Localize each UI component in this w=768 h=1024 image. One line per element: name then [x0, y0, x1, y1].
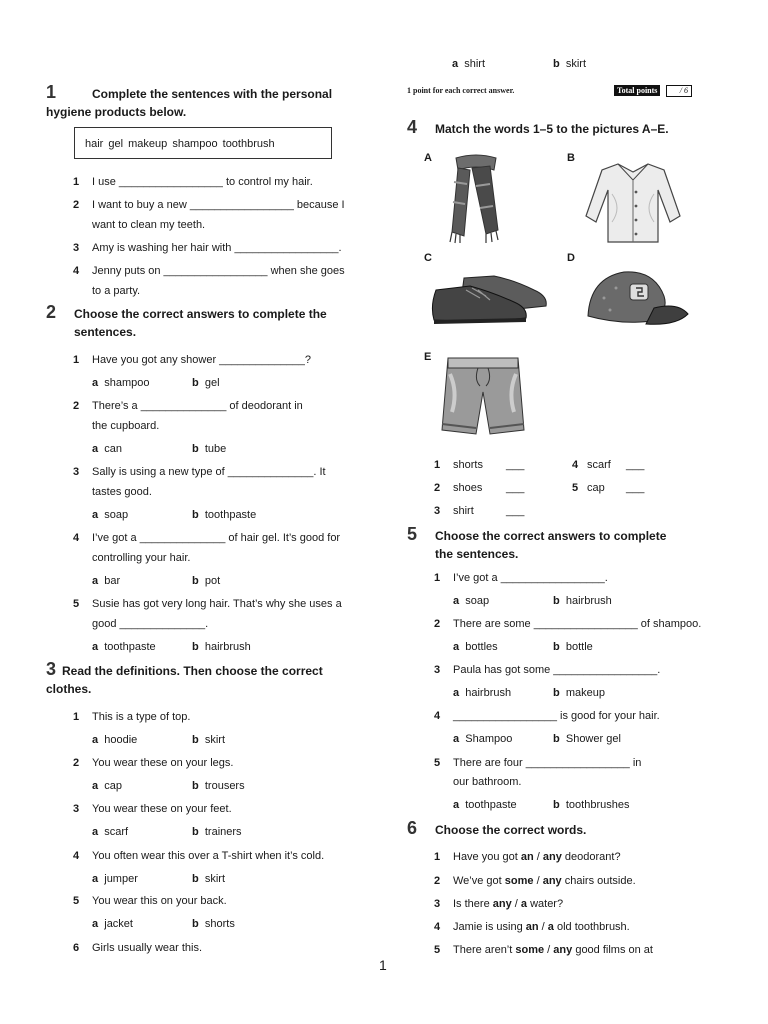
scarf-icon [442, 152, 510, 244]
option-text: pot [204, 575, 221, 587]
option-a: a shirt [452, 58, 486, 70]
section-number: 5 [407, 524, 418, 544]
item-number: 2 [434, 618, 441, 630]
option-text: jacket [104, 918, 133, 930]
option-a [92, 574, 120, 588]
option-letter: a [92, 443, 99, 455]
option-text: bottle [565, 641, 593, 653]
option-a [92, 733, 137, 747]
sentence-end: deodorant? [561, 851, 621, 863]
option-letter: a [453, 595, 460, 607]
item-text: controlling your hair. [92, 552, 191, 564]
option-text: toothpaste [104, 641, 156, 653]
option-text: toothbrushes [565, 799, 630, 811]
option-b: b skirt [553, 58, 587, 70]
option-text: shorts [204, 918, 235, 930]
option-b [192, 872, 225, 886]
item-number: 1 [434, 851, 441, 863]
option-letter: a [453, 641, 460, 653]
word-box [74, 127, 332, 159]
option-text: soap [465, 595, 490, 607]
sentence-start: Jamie is using [453, 921, 526, 933]
section-title: Choose the correct answers to complete [435, 529, 667, 543]
item-text: There are four _________________ in [453, 757, 642, 769]
choice-separator: / [533, 851, 543, 863]
item-text: want to clean my teeth. [92, 219, 206, 231]
option-text: scarf [104, 826, 129, 838]
option-text: hairbrush [565, 595, 612, 607]
item-text: I’ve got a ______________ of hair gel. It’s good for [92, 532, 341, 544]
cap-icon [584, 268, 690, 332]
section-number: 2 [46, 302, 57, 322]
item-text: the cupboard. [92, 420, 160, 432]
option-b [553, 594, 612, 608]
choice-word-1[interactable]: some [515, 944, 545, 956]
choice-separator: / [544, 944, 554, 956]
option-b [553, 640, 593, 654]
choice-word-1[interactable]: some [504, 875, 534, 887]
option-letter: b [192, 873, 199, 885]
section-number: 3 [46, 659, 57, 679]
option-b [192, 442, 226, 456]
option-letter: a [453, 733, 460, 745]
section-title: sentences. [74, 325, 137, 339]
option-letter: b [192, 377, 199, 389]
item-number: 1 [73, 176, 80, 188]
option-a [92, 779, 122, 793]
option-b [553, 686, 605, 700]
sentence-end: good films on at [572, 944, 653, 956]
option-a [92, 872, 138, 886]
option-letter: a [92, 509, 99, 521]
section-number: 1 [46, 82, 57, 102]
item-number: 2 [73, 199, 80, 211]
option-letter: b [192, 826, 199, 838]
item-text: _________________ is good for your hair. [453, 710, 660, 722]
item-text: Sally is using a new type of ______________. It [92, 466, 326, 478]
option-text: toothpaste [204, 509, 257, 521]
item-number: 4 [434, 921, 441, 933]
choice-word-2[interactable]: any [553, 944, 573, 956]
choice-sentence [453, 920, 630, 934]
option-letter: b [192, 575, 199, 587]
item-number: 1 [434, 572, 441, 584]
item-number: 5 [572, 482, 579, 494]
item-number: 3 [73, 242, 80, 254]
shirt-icon [582, 158, 684, 244]
item-number: 3 [434, 505, 441, 517]
item-text: Amy is washing her hair with _________________. [92, 242, 342, 254]
total-points-badge: Total points [614, 85, 660, 96]
picture-label: A [424, 152, 432, 164]
item-text: shoes [453, 482, 483, 494]
option-b [192, 917, 235, 931]
sentence-start: Have you got [453, 851, 521, 863]
item-number: 3 [73, 803, 80, 815]
choice-sentence [453, 943, 653, 957]
item-number: 2 [73, 400, 80, 412]
answer-blank: ___ [506, 505, 525, 517]
choice-word-1[interactable]: an [525, 921, 539, 933]
answer-blank: ___ [626, 482, 645, 494]
item-number: 3 [434, 898, 441, 910]
item-text: There are some _________________ of shampoo. [453, 618, 702, 630]
option-text: shampoo [104, 377, 150, 389]
item-text: to a party. [92, 285, 141, 297]
option-a [92, 917, 133, 931]
option-text: skirt [204, 873, 226, 885]
option-text: trainers [204, 826, 242, 838]
item-text: I use _________________ to control my hair. [92, 176, 313, 188]
item-number: 5 [73, 598, 80, 610]
option-letter: a [92, 641, 99, 653]
option-a [453, 594, 489, 608]
option-a [453, 686, 511, 700]
answer-blank: ___ [506, 459, 525, 471]
picture-label: C [424, 252, 432, 264]
item-number: 5 [434, 944, 441, 956]
option-letter: a [453, 687, 460, 699]
option-text: gel [204, 377, 220, 389]
item-text: good ______________. [92, 618, 209, 630]
section-title: Choose the correct words. [435, 823, 587, 837]
answer-blank: ___ [506, 482, 525, 494]
item-text: shirt [453, 505, 474, 517]
choice-word-2[interactable]: any [542, 875, 562, 887]
total-points-value: / 6 [666, 85, 692, 97]
item-number: 4 [572, 459, 579, 471]
section-title: clothes. [46, 682, 92, 696]
option-b [553, 732, 621, 746]
option-text: Shampoo [465, 733, 513, 745]
item-number: 1 [73, 354, 80, 366]
section-title: hygiene products below. [46, 105, 187, 119]
item-number: 1 [434, 459, 441, 471]
choice-word-1[interactable]: an [520, 851, 534, 863]
item-text: I want to buy a new _________________ because I [92, 199, 345, 211]
item-number: 2 [434, 482, 441, 494]
item-text: Girls usually wear this. [92, 942, 203, 954]
choice-word-1[interactable]: any [492, 898, 512, 910]
option-b [192, 640, 251, 654]
option-text: cap [104, 780, 122, 792]
option-letter: a [92, 918, 99, 930]
option-b [553, 798, 629, 812]
item-text: cap [587, 482, 605, 494]
picture-label: B [567, 152, 575, 164]
item-number: 4 [73, 850, 80, 862]
item-text: Have you got any shower ______________? [92, 354, 311, 366]
option-text: skirt [204, 734, 226, 746]
sentence-start: There aren’t [453, 944, 516, 956]
section-title: Complete the sentences with the personal [92, 87, 333, 101]
option-letter: b [192, 509, 199, 521]
section-title: Read the definitions. Then choose the correct [62, 664, 323, 678]
item-number: 4 [73, 265, 80, 277]
choice-word-2[interactable]: a [547, 921, 554, 933]
option-letter: b [192, 443, 199, 455]
item-text: Jenny puts on _________________ when she goes [92, 265, 345, 277]
sentence-end: chairs outside. [561, 875, 636, 887]
option-letter: a [92, 873, 99, 885]
points-note: 1 point for each correct answer. [407, 86, 515, 95]
option-letter: a [92, 826, 99, 838]
option-letter: b [192, 641, 199, 653]
option-letter: b [192, 918, 199, 930]
sentence-start: We’ve got [453, 875, 505, 887]
option-text: jumper [104, 873, 138, 885]
option-a [453, 732, 512, 746]
choice-separator: / [511, 898, 521, 910]
item-text: our bathroom. [453, 776, 522, 788]
shoes-icon [430, 268, 552, 326]
item-text: You wear these on your legs. [92, 757, 234, 769]
option-a [92, 442, 122, 456]
option-b [192, 779, 245, 793]
item-number: 3 [73, 466, 80, 478]
option-a [453, 798, 517, 812]
option-letter: b [553, 733, 560, 745]
option-a [92, 640, 156, 654]
option-letter: b [553, 687, 560, 699]
option-letter: b [553, 799, 560, 811]
option-text: bottles [465, 641, 498, 653]
option-letter: b [192, 780, 199, 792]
option-text: Shower gel [565, 733, 621, 745]
option-letter: a [92, 575, 99, 587]
item-text: There’s a ______________ of deodorant in [92, 400, 303, 412]
option-text: hairbrush [465, 687, 512, 699]
option-a [92, 376, 150, 390]
option-letter: a [92, 734, 99, 746]
item-text: This is a type of top. [92, 711, 191, 723]
option-text: toothpaste [465, 799, 517, 811]
choice-sentence [453, 850, 621, 864]
sentence-end: old toothbrush. [553, 921, 630, 933]
option-text: trousers [204, 780, 245, 792]
item-text: tastes good. [92, 486, 152, 498]
option-letter: a [92, 377, 99, 389]
option-a [453, 640, 498, 654]
option-text: hoodie [104, 734, 138, 746]
option-text: bar [104, 575, 121, 587]
picture-label: E [424, 351, 432, 363]
choice-word-2[interactable]: any [542, 851, 562, 863]
option-text: soap [104, 509, 129, 521]
choice-word-2[interactable]: a [520, 898, 528, 910]
option-b [192, 508, 256, 522]
option-text: tube [204, 443, 227, 455]
section-number: 4 [407, 117, 418, 137]
section-title: Choose the correct answers to complete the [74, 307, 327, 321]
shorts-icon [440, 352, 526, 440]
option-b [192, 376, 220, 390]
option-letter: a [453, 799, 460, 811]
option-letter: b [553, 641, 560, 653]
choice-sentence [453, 897, 563, 911]
choice-separator: / [533, 875, 543, 887]
section-title: the sentences. [435, 547, 519, 561]
option-b [192, 574, 220, 588]
item-number: 5 [73, 895, 80, 907]
option-letter: b [553, 595, 560, 607]
section-title: Match the words 1–5 to the pictures A–E. [435, 122, 669, 136]
item-number: 4 [434, 710, 441, 722]
option-b [192, 825, 242, 839]
item-number: 2 [73, 757, 80, 769]
item-text: You often wear this over a T-shirt when it’s cold. [92, 850, 325, 862]
picture-label: D [567, 252, 575, 264]
item-number: 1 [73, 711, 80, 723]
item-text: Susie has got very long hair. That’s why she uses a [92, 598, 342, 610]
word-box-text: hair gel makeup shampoo toothbrush [85, 138, 275, 150]
item-number: 5 [434, 757, 441, 769]
section-number: 6 [407, 818, 418, 838]
item-text: You wear this on your back. [92, 895, 227, 907]
item-text: You wear these on your feet. [92, 803, 232, 815]
item-text: Paula has got some _________________. [453, 664, 661, 676]
option-b [192, 733, 225, 747]
item-number: 3 [434, 664, 441, 676]
option-a [92, 508, 128, 522]
option-letter: b [192, 734, 199, 746]
answer-blank: ___ [626, 459, 645, 471]
choice-sentence [453, 874, 636, 888]
option-letter: a [92, 780, 99, 792]
option-text: hairbrush [204, 641, 251, 653]
sentence-end: water? [527, 898, 564, 910]
item-text: shorts [453, 459, 483, 471]
item-number: 4 [73, 532, 80, 544]
item-number: 6 [73, 942, 80, 954]
option-text: can [104, 443, 122, 455]
sentence-start: Is there [453, 898, 493, 910]
choice-separator: / [538, 921, 548, 933]
item-number: 2 [434, 875, 441, 887]
item-text: scarf [587, 459, 611, 471]
option-text: makeup [565, 687, 605, 699]
option-a [92, 825, 128, 839]
item-text: I’ve got a _________________. [453, 572, 608, 584]
page-number: 1 [379, 957, 387, 973]
